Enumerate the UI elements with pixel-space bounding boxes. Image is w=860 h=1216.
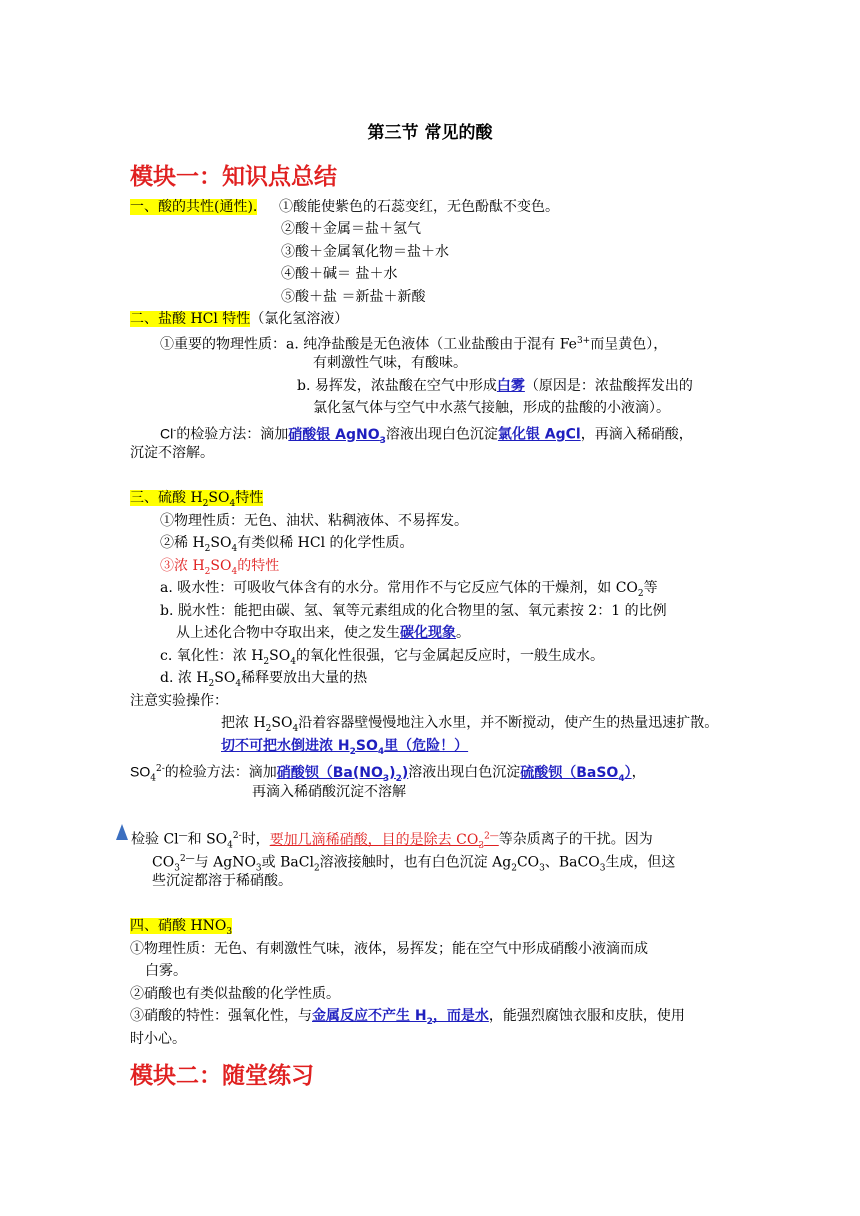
so4-test-text: 的检验方法：滴加 bbox=[164, 764, 277, 781]
s3-warn-post: 里（危险！） bbox=[384, 738, 469, 754]
s3-item-b-line-1: b. 脱水性：能把由碳、氢、氧等元素组成的化合物里的氢、氧元素按 2：1 的比例 bbox=[160, 603, 667, 619]
agno3-link-text: 硝酸银 AgNO bbox=[288, 426, 380, 443]
s4-point-1-line-1: ①物理性质：无色、有刺激性气味，液体，易挥发；能在空气中形成硝酸小液滴而成 bbox=[130, 941, 648, 957]
baso4-post: ） bbox=[624, 764, 632, 781]
cl-test-text-2: 溶液出现白色沉淀 bbox=[385, 426, 498, 443]
tip-l2-mid5: 、BaCO bbox=[544, 854, 600, 871]
module-2-heading: 模块二：随堂练习 bbox=[130, 1063, 314, 1089]
s2-b1-text: b. 易挥发，浓盐酸在空气中形成 bbox=[297, 378, 497, 394]
baso4-pre: 硫酸钡（BaSO bbox=[520, 764, 619, 781]
white-fog-link[interactable]: 白雾 bbox=[496, 378, 525, 394]
s1-point-2: ②酸＋金属＝盐＋氢气 bbox=[281, 221, 421, 237]
agcl-link[interactable]: 氯化银 AgCl bbox=[497, 426, 581, 443]
tip-l2-mid2: 或 BaCl bbox=[261, 854, 314, 871]
tip-l2-sub3: 2 bbox=[313, 863, 320, 874]
s3-item-d bbox=[160, 668, 367, 694]
s3-c-post: 的氧化性很强，它与金属起反应时，一般生成水。 bbox=[295, 648, 604, 664]
so4-ion: SO bbox=[130, 763, 151, 780]
s4-head-pre: 四、硝酸 HNO bbox=[130, 918, 227, 934]
s3-warn-sub2: 4 bbox=[377, 746, 385, 757]
s1-point-4: ④酸＋碱＝ 盐＋水 bbox=[281, 266, 398, 282]
s1-point-5: ⑤酸＋盐 ＝新盐＋新酸 bbox=[281, 289, 426, 305]
nitric-acid-purpose-link[interactable] bbox=[269, 831, 499, 851]
agno3-link[interactable] bbox=[288, 426, 386, 446]
s3-p3-sub2: 4 bbox=[231, 566, 238, 577]
s2-a1-post: 而呈黄色）， bbox=[590, 336, 668, 353]
s3-op-sub2: 4 bbox=[292, 723, 299, 734]
section-2 bbox=[130, 309, 348, 329]
carbonization-link[interactable]: 碳化现象 bbox=[400, 625, 456, 641]
s2-property-b-line-2: 氯化氢气体与空气中水蒸气接触，形成的盐酸的小液滴）。 bbox=[313, 400, 670, 416]
s3-point-2 bbox=[160, 533, 414, 559]
s3-d-pre: d. 浓 H bbox=[160, 670, 209, 686]
tip-l1-sup2: 2- bbox=[232, 831, 242, 841]
tip-l2-sub5: 3 bbox=[539, 863, 545, 874]
s3-p2-mid: SO bbox=[210, 535, 232, 551]
s3-op-pre: 把浓 H bbox=[221, 715, 266, 731]
tip-l2-sub1: 3 bbox=[174, 863, 180, 874]
tip-l2-sup1: 2— bbox=[179, 854, 195, 864]
tip-l1-mid: 和 SO bbox=[187, 831, 228, 848]
so4-test-text-2: 溶液出现白色沉淀 bbox=[408, 764, 521, 781]
s3-c-pre: c. 氧化性：浓 H bbox=[160, 648, 264, 664]
s3-a-post: 等 bbox=[643, 580, 658, 596]
s3-a-pre: a. 吸水性：可吸收气体含有的水分。常用作不与它反应气体的干燥剂，如 CO bbox=[160, 580, 638, 596]
tip-link-sub: 3 bbox=[478, 840, 485, 851]
s4-point-1-line-2: 白雾。 bbox=[145, 963, 187, 979]
tip-l1-mid2: 时， bbox=[241, 831, 270, 848]
tip-l2-mid4: CO bbox=[516, 854, 540, 871]
bano3-sub1: 3 bbox=[382, 773, 390, 784]
bano3-link[interactable] bbox=[276, 764, 409, 784]
tip-l2-sub2: 3 bbox=[255, 863, 262, 874]
s2-property-b-line-1 bbox=[297, 376, 693, 396]
tip-link-sup: 2— bbox=[484, 831, 499, 841]
s2-property-a-line-1 bbox=[160, 331, 667, 355]
tip-l2-mid3: 溶液接触时，也有白色沉淀 Ag bbox=[319, 854, 512, 871]
section-1-heading: 一、酸的共性(通性). bbox=[130, 199, 258, 215]
section-3-heading bbox=[130, 490, 264, 509]
s3-d-sub2: 4 bbox=[235, 678, 242, 689]
s4-point-3-line-1 bbox=[130, 1006, 685, 1032]
tip-l2-mid: 与 AgNO bbox=[194, 854, 256, 871]
s4-link-sub: 2 bbox=[426, 1016, 433, 1027]
s3-op-sub1: 2 bbox=[265, 723, 272, 734]
danger-warning-link[interactable] bbox=[221, 736, 468, 762]
s3-p3-pre: ③浓 H bbox=[160, 558, 205, 574]
so4-ion-sup: 2- bbox=[155, 764, 165, 774]
s3-b2-pre: 从上述化合物中夺取出来，使之发生 bbox=[176, 625, 400, 641]
s3-head-sub2: 4 bbox=[229, 498, 236, 509]
dilution-operation bbox=[221, 713, 718, 739]
s3-b2-post: 。 bbox=[456, 625, 470, 641]
triangle-bullet-icon bbox=[116, 824, 128, 840]
s3-d-post: 稀释要放出大量的热 bbox=[241, 670, 368, 686]
page-title: 第三节 常见的酸 bbox=[367, 123, 493, 143]
experiment-note: 注意实验操作： bbox=[130, 693, 228, 709]
s3-c-sub1: 2 bbox=[263, 656, 270, 667]
s2-property-a-line-2: 有刺激性气味，有酸味。 bbox=[313, 355, 467, 371]
baso4-sub: 4 bbox=[618, 773, 625, 784]
so4-test-line-2: 再滴入稀硝酸沉淀不溶解 bbox=[252, 784, 406, 800]
cl-test-text: 的检验方法：滴加 bbox=[176, 426, 289, 443]
s3-head-pre: 三、硫酸 H bbox=[130, 490, 203, 506]
s3-op-mid: SO bbox=[271, 715, 293, 731]
s4-link-pre: 金属反应不产生 H bbox=[312, 1008, 427, 1024]
s3-p2-sub2: 4 bbox=[231, 543, 238, 554]
section-4-heading bbox=[130, 918, 233, 937]
s3-c-sub2: 4 bbox=[290, 656, 296, 667]
tip-l1-post: 等杂质离子的干扰。因为 bbox=[498, 831, 653, 848]
cl-test-post: ，再滴入稀硝酸， bbox=[580, 426, 693, 443]
s3-op-post: 沿着容器壁慢慢地注入水里，并不断搅动，使产生的热量迅速扩散。 bbox=[298, 715, 719, 731]
s3-head-post: 特性 bbox=[235, 490, 264, 506]
s3-c-mid: SO bbox=[269, 648, 291, 664]
tip-l2-sub6: 3 bbox=[599, 863, 606, 874]
s3-p2-sub1: 2 bbox=[204, 543, 211, 554]
s3-head-sub1: 2 bbox=[202, 498, 209, 509]
bano3-post: ) bbox=[401, 764, 409, 781]
s4-point-3-line-2: 时小心。 bbox=[130, 1031, 186, 1047]
bano3-sub2: 2 bbox=[395, 773, 402, 784]
s4-link-post: ，而是水 bbox=[432, 1008, 489, 1024]
bano3-pre: 硝酸钡（Ba(NO bbox=[276, 764, 383, 781]
section-2-heading: 二、盐酸 HCl 特性 bbox=[130, 311, 251, 327]
tip-l1-pre: 检验 Cl bbox=[131, 831, 179, 848]
tip-link-pre: 要加几滴稀硝酸，目的是除去 CO bbox=[269, 831, 479, 848]
s3-p2-post: 有类似稀 HCl 的化学性质。 bbox=[237, 535, 414, 551]
cl-ion-sup: - bbox=[173, 426, 177, 436]
bano3-mid: ) bbox=[389, 764, 396, 781]
s3-warn-sub1: 2 bbox=[349, 746, 356, 757]
s3-warn-pre: 切不可把水倒进浓 H bbox=[221, 738, 350, 754]
cl-ion: Cl bbox=[160, 425, 174, 442]
s2-a1-text: ①重要的物理性质：a. 纯净盐酸是无色液体（工业盐酸由于混有 Fe bbox=[160, 336, 577, 353]
s2-a1-sup: 3+ bbox=[576, 336, 591, 346]
section-3 bbox=[130, 488, 263, 514]
section-4 bbox=[130, 916, 232, 942]
tip-l1-sub: 4 bbox=[227, 840, 233, 851]
no-hydrogen-link[interactable] bbox=[312, 1008, 489, 1027]
s1-point-1: ①酸能使紫色的石蕊变红，无色酚酞不变色。 bbox=[279, 199, 559, 215]
tip-l2-post: 生成，但这 bbox=[605, 854, 676, 871]
s4-p3-post: ，能强烈腐蚀衣服和皮肤，使用 bbox=[488, 1008, 685, 1024]
cl-test-line-1 bbox=[160, 421, 693, 450]
module-1-heading: 模块一：知识点总结 bbox=[130, 164, 337, 190]
s4-head-sub: 3 bbox=[226, 926, 233, 937]
so4-test-post: ， bbox=[631, 764, 646, 781]
s3-p3-mid: SO bbox=[210, 558, 232, 574]
s3-d-mid: SO bbox=[214, 670, 236, 686]
s2-b1-post: （原因是：浓盐酸挥发出的 bbox=[524, 378, 693, 394]
section-2-heading-note: （氯化氢溶液） bbox=[250, 311, 349, 327]
s3-a-sub: 2 bbox=[637, 588, 644, 599]
s3-item-a bbox=[160, 578, 658, 604]
tip-line-3: 些沉淀都溶于稀硝酸。 bbox=[152, 873, 292, 889]
so4-ion-sub: 4 bbox=[150, 773, 156, 784]
s3-item-b-line-2 bbox=[176, 623, 470, 643]
s3-point-1: ①物理性质：无色、油状、粘稠液体、不易挥发。 bbox=[160, 513, 468, 529]
s3-head-mid: SO bbox=[208, 490, 230, 506]
s3-p2-pre: ②稀 H bbox=[160, 535, 205, 551]
section-1 bbox=[130, 197, 257, 217]
s3-warn-mid: SO bbox=[355, 738, 378, 754]
s3-p3-sub1: 2 bbox=[204, 566, 211, 577]
cl-test-line-2: 沉淀不溶解。 bbox=[130, 445, 214, 461]
s4-point-2: ②硝酸也有类似盐酸的化学性质。 bbox=[130, 986, 340, 1002]
s3-p3-post: 的特性 bbox=[237, 558, 280, 574]
tip-l2-pre: CO bbox=[152, 854, 175, 871]
baso4-link[interactable] bbox=[520, 764, 632, 784]
agno3-link-sub: 3 bbox=[379, 435, 386, 446]
tip-l2-sub4: 2 bbox=[511, 863, 517, 874]
tip-l1-sup1: — bbox=[178, 831, 188, 841]
s1-point-3: ③酸＋金属氧化物＝盐＋水 bbox=[281, 244, 449, 260]
s3-d-sub1: 2 bbox=[208, 678, 215, 689]
s4-p3-pre: ③硝酸的特性：强氧化性，与 bbox=[130, 1008, 312, 1024]
